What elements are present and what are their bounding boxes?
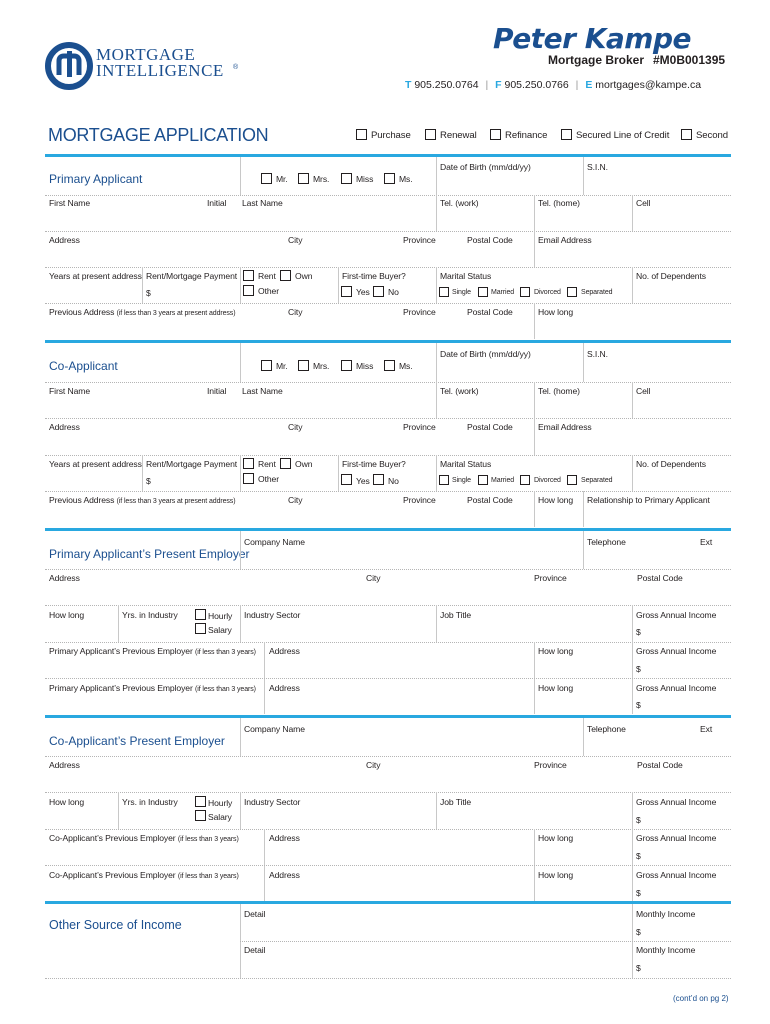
city-label: City	[288, 495, 303, 505]
section-divider	[45, 715, 731, 718]
how-long-label: How long	[538, 833, 574, 843]
sin-label: S.I.N.	[587, 349, 608, 359]
industry-sector-label: Industry Sector	[244, 610, 301, 620]
industry-sector-label: Industry Sector	[244, 797, 301, 807]
dollar-sign: $	[636, 815, 641, 825]
miss-checkbox[interactable]	[341, 360, 352, 371]
other-label: Other	[258, 286, 279, 296]
address-label: Address	[49, 235, 80, 245]
marital-label: Marital Status	[440, 459, 492, 469]
yrs-industry-label: Yrs. in Industry	[122, 797, 178, 807]
logo-line-2: INTELLIGENCE	[96, 61, 224, 80]
gross-income-label: Gross Annual Income	[636, 797, 717, 807]
rent-label: Rent	[258, 459, 276, 469]
how-long-label: How long	[538, 307, 574, 317]
dollar-sign: $	[636, 963, 641, 973]
gross-income-label: Gross Annual Income	[636, 610, 717, 620]
hourly-checkbox[interactable]	[195, 796, 206, 807]
email-letter: E	[585, 79, 593, 91]
salary-checkbox[interactable]	[195, 810, 206, 821]
dollar-sign: $	[636, 700, 641, 710]
yes-label: Yes	[356, 287, 370, 297]
married-label: Married	[491, 289, 515, 296]
initial-label: Initial	[207, 386, 227, 396]
last-name-label: Last Name	[242, 198, 283, 208]
no-checkbox[interactable]	[373, 474, 384, 485]
dollar-sign: $	[146, 288, 151, 298]
logo-registered: ®	[233, 64, 239, 71]
mr-checkbox[interactable]	[261, 173, 272, 184]
city-label: City	[366, 760, 381, 770]
province-label: Province	[403, 307, 436, 317]
how-long-label: How long	[49, 797, 85, 807]
prev-address-label: Previous Address (if less than 3 years at present address)	[49, 495, 236, 505]
address-label: Address	[49, 760, 80, 770]
divorced-checkbox[interactable]	[520, 475, 530, 485]
postal-label: Postal Code	[467, 495, 513, 505]
co-employer-title: Co-Applicant’s Present Employer	[49, 734, 225, 748]
other-income-title: Other Source of Income	[49, 918, 182, 932]
primary-applicant-title: Primary Applicant	[49, 172, 143, 186]
section-divider	[45, 154, 731, 157]
form-title: MORTGAGE APPLICATION	[48, 125, 269, 145]
primary-prev-employer-label: Primary Applicant’s Previous Employer (if less than 3 years)	[49, 646, 256, 656]
dollar-sign: $	[146, 476, 151, 486]
yes-checkbox[interactable]	[341, 474, 352, 485]
first-name-label: First Name	[49, 198, 91, 208]
telephone-label: Telephone	[587, 537, 626, 547]
city-label: City	[288, 422, 303, 432]
email-address-label: Email Address	[538, 422, 592, 432]
address-label: Address	[49, 422, 80, 432]
secured-loc-label: Secured Line of Credit	[576, 130, 670, 141]
tel-work-label: Tel. (work)	[440, 198, 479, 208]
gross-income-label: Gross Annual Income	[636, 833, 717, 843]
dob-label: Date of Birth (mm/dd/yy)	[440, 349, 531, 359]
married-checkbox[interactable]	[478, 475, 488, 485]
no-label: No	[388, 287, 399, 297]
initial-label: Initial	[207, 198, 227, 208]
second-label: Second	[696, 130, 728, 141]
relationship-label: Relationship to Primary Applicant	[587, 495, 710, 505]
other-checkbox[interactable]	[243, 285, 254, 296]
address-label: Address	[269, 870, 300, 880]
detail-label: Detail	[244, 945, 266, 955]
city-label: City	[288, 235, 303, 245]
monthly-income-label: Monthly Income	[636, 945, 696, 955]
dob-label: Date of Birth (mm/dd/yy)	[440, 162, 531, 172]
province-label: Province	[534, 573, 567, 583]
hourly-checkbox[interactable]	[195, 609, 206, 620]
co-prev-employer-label: Co-Applicant’s Previous Employer (if less than 3 years)	[49, 833, 239, 843]
postal-label: Postal Code	[467, 307, 513, 317]
gross-income-label: Gross Annual Income	[636, 683, 717, 693]
other-checkbox[interactable]	[243, 473, 254, 484]
dollar-sign: $	[636, 888, 641, 898]
postal-label: Postal Code	[637, 573, 683, 583]
how-long-label: How long	[538, 646, 574, 656]
province-label: Province	[534, 760, 567, 770]
city-label: City	[366, 573, 381, 583]
co-prev-employer-label: Co-Applicant’s Previous Employer (if less than 3 years)	[49, 870, 239, 880]
tel-work-label: Tel. (work)	[440, 386, 479, 396]
broker-title: Mortgage Broker	[548, 53, 645, 67]
address-label: Address	[49, 573, 80, 583]
mrs-checkbox[interactable]	[298, 360, 309, 371]
company-name-label: Company Name	[244, 724, 305, 734]
email-link[interactable]: mortgages@kampe.ca	[595, 79, 702, 91]
broker-signature: Peter Kampe	[493, 22, 691, 55]
how-long-label: How long	[538, 870, 574, 880]
purchase-label: Purchase	[371, 130, 411, 141]
rent-label: Rent	[258, 271, 276, 281]
province-label: Province	[403, 235, 436, 245]
postal-label: Postal Code	[637, 760, 683, 770]
dollar-sign: $	[636, 851, 641, 861]
logo-line-1: MORTGAGE	[96, 45, 196, 64]
yrs-industry-label: Yrs. in Industry	[122, 610, 178, 620]
detail-label: Detail	[244, 909, 266, 919]
married-checkbox[interactable]	[478, 287, 488, 297]
fax-letter: F	[495, 79, 502, 91]
own-label: Own	[295, 271, 313, 281]
separated-label: Separated	[581, 477, 613, 484]
second-checkbox[interactable]	[681, 129, 692, 140]
dollar-sign: $	[636, 627, 641, 637]
refinance-label: Refinance	[505, 130, 548, 141]
separator: |	[575, 79, 579, 91]
single-checkbox[interactable]	[439, 287, 449, 297]
address-label: Address	[269, 833, 300, 843]
last-name-label: Last Name	[242, 386, 283, 396]
cell-label: Cell	[636, 386, 651, 396]
own-label: Own	[295, 459, 313, 469]
job-title-label: Job Title	[440, 610, 472, 620]
first-name-label: First Name	[49, 386, 91, 396]
job-title-label: Job Title	[440, 797, 472, 807]
how-long-label: How long	[49, 610, 85, 620]
prev-address-label: Previous Address (if less than 3 years at present address)	[49, 307, 236, 317]
renewal-label: Renewal	[440, 130, 477, 141]
address-label: Address	[269, 683, 300, 693]
section-divider	[45, 901, 731, 904]
dependents-label: No. of Dependents	[636, 271, 706, 281]
rent-payment-label: Rent/Mortgage Payment	[146, 271, 238, 281]
mrs-label: Mrs.	[313, 361, 330, 371]
years-present-label: Years at present address	[49, 459, 142, 469]
co-applicant-title: Co-Applicant	[49, 359, 118, 373]
rent-checkbox[interactable]	[243, 458, 254, 469]
other-label: Other	[258, 474, 279, 484]
hourly-label: Hourly	[208, 611, 233, 621]
dollar-sign: $	[636, 664, 641, 674]
gross-income-label: Gross Annual Income	[636, 646, 717, 656]
mr-label: Mr.	[276, 174, 288, 184]
fax-number: 905.250.0766	[504, 79, 569, 91]
broker-license: #M0B001395	[653, 53, 726, 67]
salary-checkbox[interactable]	[195, 623, 206, 634]
dollar-sign: $	[636, 927, 641, 937]
purchase-checkbox[interactable]	[356, 129, 367, 140]
marital-label: Marital Status	[440, 271, 492, 281]
married-label: Married	[491, 477, 515, 484]
no-checkbox[interactable]	[373, 286, 384, 297]
renewal-checkbox[interactable]	[425, 129, 436, 140]
miss-label: Miss	[356, 174, 374, 184]
ext-label: Ext	[700, 724, 713, 734]
logo-mark-icon	[44, 41, 94, 91]
postal-label: Postal Code	[467, 235, 513, 245]
address-label: Address	[269, 646, 300, 656]
secured-loc-checkbox[interactable]	[561, 129, 572, 140]
no-label: No	[388, 476, 399, 486]
single-checkbox[interactable]	[439, 475, 449, 485]
city-label: City	[288, 307, 303, 317]
email-address-label: Email Address	[538, 235, 592, 245]
refinance-checkbox[interactable]	[490, 129, 501, 140]
phone-number: 905.250.0764	[414, 79, 479, 91]
single-label: Single	[452, 289, 471, 296]
mr-label: Mr.	[276, 361, 288, 371]
ms-label: Ms.	[399, 361, 413, 371]
tel-home-label: Tel. (home)	[538, 198, 580, 208]
miss-label: Miss	[356, 361, 374, 371]
salary-label: Salary	[208, 625, 232, 635]
postal-label: Postal Code	[467, 422, 513, 432]
section-divider	[45, 528, 731, 531]
ms-checkbox[interactable]	[384, 360, 395, 371]
province-label: Province	[403, 495, 436, 505]
telephone-label: Telephone	[587, 724, 626, 734]
phone-letter: T	[405, 79, 412, 91]
cell-label: Cell	[636, 198, 651, 208]
rent-checkbox[interactable]	[243, 270, 254, 281]
separated-label: Separated	[581, 289, 613, 296]
sin-label: S.I.N.	[587, 162, 608, 172]
years-present-label: Years at present address	[49, 271, 142, 281]
hourly-label: Hourly	[208, 798, 233, 808]
ms-checkbox[interactable]	[384, 173, 395, 184]
salary-label: Salary	[208, 812, 232, 822]
ext-label: Ext	[700, 537, 713, 547]
separated-checkbox[interactable]	[567, 475, 577, 485]
company-name-label: Company Name	[244, 537, 305, 547]
own-checkbox[interactable]	[280, 458, 291, 469]
yes-label: Yes	[356, 476, 370, 486]
how-long-label: How long	[538, 683, 574, 693]
section-divider	[45, 340, 731, 343]
yes-checkbox[interactable]	[341, 286, 352, 297]
separated-checkbox[interactable]	[567, 287, 577, 297]
own-checkbox[interactable]	[280, 270, 291, 281]
primary-prev-employer-label: Primary Applicant’s Previous Employer (if less than 3 years)	[49, 683, 256, 693]
dependents-label: No. of Dependents	[636, 459, 706, 469]
mrs-label: Mrs.	[313, 174, 330, 184]
divorced-label: Divorced	[534, 477, 561, 484]
how-long-label: How long	[538, 495, 574, 505]
separator: |	[485, 79, 489, 91]
continued-note: (cont’d on pg 2)	[673, 994, 729, 1003]
rent-payment-label: Rent/Mortgage Payment	[146, 459, 238, 469]
ms-label: Ms.	[399, 174, 413, 184]
gross-income-label: Gross Annual Income	[636, 870, 717, 880]
contact-line	[405, 79, 701, 91]
single-label: Single	[452, 477, 471, 484]
monthly-income-label: Monthly Income	[636, 909, 696, 919]
mrs-checkbox[interactable]	[298, 173, 309, 184]
province-label: Province	[403, 422, 436, 432]
first-time-label: First-time Buyer?	[342, 459, 406, 469]
miss-checkbox[interactable]	[341, 173, 352, 184]
primary-employer-title: Primary Applicant’s Present Employer	[49, 547, 250, 561]
first-time-label: First-time Buyer?	[342, 271, 406, 281]
divorced-label: Divorced	[534, 289, 561, 296]
mr-checkbox[interactable]	[261, 360, 272, 371]
divorced-checkbox[interactable]	[520, 287, 530, 297]
tel-home-label: Tel. (home)	[538, 386, 580, 396]
